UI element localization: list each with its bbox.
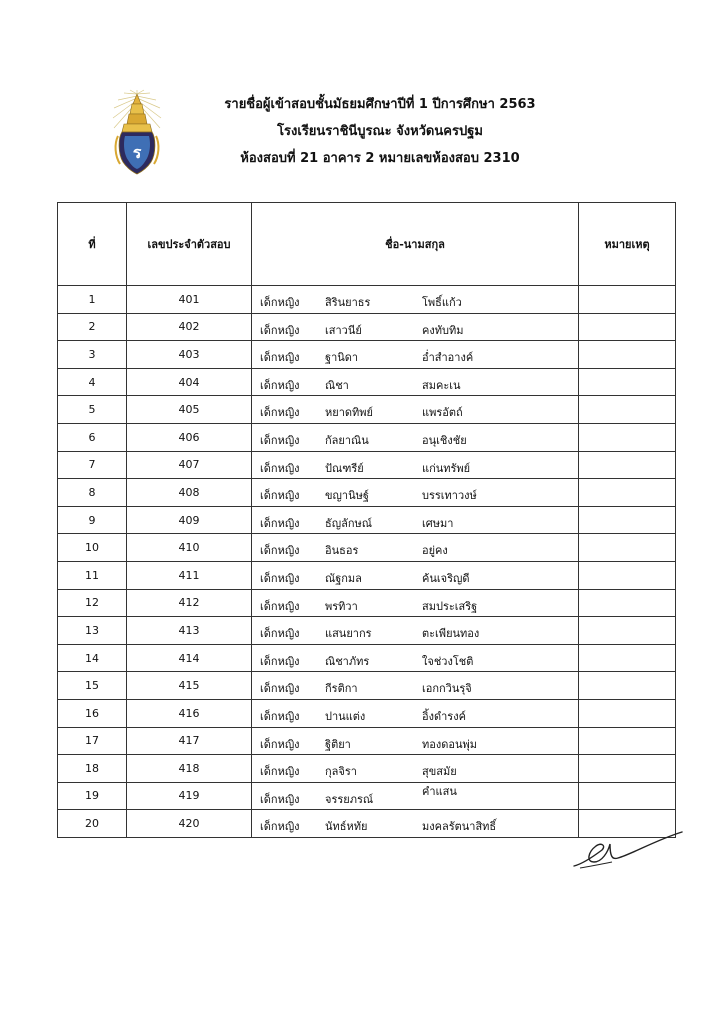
name-prefix: เด็กหญิง [260,765,300,779]
header-no: ที่ [58,203,127,286]
row-remark [579,451,676,479]
table-row [58,423,676,451]
table-row [58,699,676,727]
table-row [58,341,676,369]
row-number: 8 [58,479,127,507]
first-name: เสาวนีย์ [325,323,362,337]
row-remark [579,534,676,562]
first-name: ฐานิดา [325,351,359,365]
row-remark [579,368,676,396]
examinee-table [57,202,676,838]
row-exam-id: 416 [127,699,252,727]
row-name [252,782,579,810]
row-remark [579,727,676,755]
row-number: 19 [58,782,127,810]
name-prefix: เด็กหญิง [260,489,300,503]
row-number: 9 [58,506,127,534]
table-row [58,534,676,562]
row-number: 14 [58,644,127,672]
name-prefix: เด็กหญิง [260,516,300,530]
row-name [252,617,579,645]
last-name: โพธิ์แก้ว [422,296,462,309]
row-number: 1 [58,286,127,314]
name-prefix: เด็กหญิง [260,709,300,723]
first-name: กัลยาณิน [325,433,369,447]
last-name: สุขสมัย [422,765,457,779]
row-number: 13 [58,617,127,645]
row-name [252,727,579,755]
first-name: ปัณฑรีย์ [325,461,364,475]
first-name: ณิชา [325,378,349,392]
row-name [252,313,579,341]
name-prefix: เด็กหญิง [260,571,300,585]
row-exam-id: 413 [127,617,252,645]
row-number: 4 [58,368,127,396]
last-name: ค้นเจริญดี [422,571,470,585]
name-prefix: เด็กหญิง [260,627,300,641]
row-remark [579,423,676,451]
row-number: 16 [58,699,127,727]
table-row [58,368,676,396]
row-exam-id: 408 [127,479,252,507]
table-row [58,506,676,534]
first-name: หยาดทิพย์ [325,406,373,420]
first-name: จรรยภรณ์ [325,792,374,806]
table-row [58,672,676,700]
header-school: โรงเรียนราชินีบูรณะ จังหวัดนครปฐม [277,124,483,139]
name-prefix: เด็กหญิง [260,378,300,392]
row-exam-id: 406 [127,423,252,451]
row-number: 3 [58,341,127,369]
row-exam-id: 415 [127,672,252,700]
row-exam-id: 405 [127,396,252,424]
row-number: 2 [58,313,127,341]
last-name: อนุเชิงชัย [422,433,467,447]
last-name: แก่นทรัพย์ [422,461,471,475]
row-remark [579,341,676,369]
row-exam-id: 402 [127,313,252,341]
row-name [252,561,579,589]
row-remark [579,286,676,314]
header-exam-id: เลขประจำตัวสอบ [127,203,252,286]
name-prefix: เด็กหญิง [260,406,300,420]
first-name: แสนยากร [325,627,372,641]
row-remark [579,644,676,672]
first-name: นัทธ์หทัย [325,820,368,834]
row-name [252,506,579,534]
first-name: ณิชาภัทร [325,654,370,668]
last-name: สมประเสริฐ [422,599,478,613]
first-name: ขญานิษฐ์ [325,489,369,503]
row-name [252,534,579,562]
first-name: ธัญลักษณ์ [325,516,372,530]
name-prefix: เด็กหญิง [260,820,300,834]
table-row [58,617,676,645]
last-name: ใจช่วงโชติ [422,654,474,668]
row-exam-id: 420 [127,810,252,838]
row-number: 11 [58,561,127,589]
row-remark [579,396,676,424]
last-name: อิ้งดำรงค์ [422,709,466,723]
header-title: รายชื่อผู้เข้าสอบชั้นมัธยมศึกษาปีที่ 1 ปีการศึกษา 2563 [224,97,536,112]
name-prefix: เด็กหญิง [260,461,300,475]
name-prefix: เด็กหญิง [260,654,300,668]
first-name: ปานแต่ง [325,709,366,723]
first-name: กีรติกา [325,682,358,696]
last-name: มงคลรัตนาสิทธิ์ [422,820,497,834]
header-remark: หมายเหตุ [579,203,676,286]
last-name: ทองดอนพุ่ม [422,737,477,751]
row-name [252,589,579,617]
first-name: ณัฐกมล [325,571,362,585]
row-exam-id: 404 [127,368,252,396]
row-name [252,368,579,396]
last-name: คำแสน [422,784,457,798]
header-exam-room: ห้องสอบที่ 21 อาคาร 2 หมายเลขห้องสอบ 2310 [240,151,520,166]
name-prefix: เด็กหญิง [260,599,300,613]
first-name: พรทิวา [325,599,358,613]
row-remark [579,672,676,700]
row-number: 20 [58,810,127,838]
row-name [252,451,579,479]
row-number: 18 [58,755,127,783]
row-number: 10 [58,534,127,562]
row-exam-id: 414 [127,644,252,672]
first-name: กุลจิรา [325,765,357,779]
school-crest-logo [112,88,162,176]
signature [572,826,684,872]
table-row [58,313,676,341]
last-name: อ่ำสำอางค์ [422,351,474,365]
table-row [58,561,676,589]
row-exam-id: 419 [127,782,252,810]
row-remark [579,506,676,534]
row-name [252,341,579,369]
name-prefix: เด็กหญิง [260,737,300,751]
row-name [252,755,579,783]
name-prefix: เด็กหญิง [260,682,300,696]
first-name: อินธอร [325,544,359,558]
table-body [58,286,676,838]
last-name: เศษมา [422,516,454,530]
row-exam-id: 410 [127,534,252,562]
row-number: 5 [58,396,127,424]
row-number: 12 [58,589,127,617]
row-number: 17 [58,727,127,755]
table-header-row [58,203,676,286]
row-exam-id: 403 [127,341,252,369]
name-prefix: เด็กหญิง [260,544,300,558]
row-number: 15 [58,672,127,700]
row-name [252,672,579,700]
name-prefix: เด็กหญิง [260,323,300,337]
row-remark [579,589,676,617]
row-name [252,479,579,507]
row-name [252,699,579,727]
table-row [58,782,676,810]
last-name: แพรอัตถ์ [422,406,463,420]
row-number: 6 [58,423,127,451]
table-row [58,451,676,479]
row-name [252,286,579,314]
table-row [58,755,676,783]
last-name: คงทับทิม [422,323,464,337]
last-name: อยู่คง [422,544,448,558]
last-name: เอกกวินรุจิ [422,682,472,696]
first-name: สิรินยาธร [325,296,371,309]
table-row [58,479,676,507]
row-exam-id: 409 [127,506,252,534]
row-exam-id: 411 [127,561,252,589]
row-remark [579,479,676,507]
row-remark [579,617,676,645]
row-exam-id: 401 [127,286,252,314]
header-name: ชื่อ-นามสกุล [252,203,579,286]
svg-text:ร: ร [132,143,142,162]
last-name: ตะเพียนทอง [422,627,480,641]
table-row [58,396,676,424]
row-number: 7 [58,451,127,479]
row-name [252,396,579,424]
row-exam-id: 418 [127,755,252,783]
last-name: บรรเทาวงษ์ [422,489,477,503]
table-row [58,589,676,617]
last-name: สมคะเน [422,378,461,392]
name-prefix: เด็กหญิง [260,792,300,806]
name-prefix: เด็กหญิง [260,296,300,309]
row-exam-id: 417 [127,727,252,755]
row-remark [579,699,676,727]
table-row [58,727,676,755]
row-remark [579,782,676,810]
row-name [252,423,579,451]
row-name [252,644,579,672]
table-row [58,644,676,672]
row-remark [579,755,676,783]
row-remark [579,313,676,341]
name-prefix: เด็กหญิง [260,433,300,447]
row-exam-id: 412 [127,589,252,617]
row-name [252,810,579,838]
table-row [58,286,676,314]
row-exam-id: 407 [127,451,252,479]
name-prefix: เด็กหญิง [260,351,300,365]
row-remark [579,561,676,589]
first-name: ฐิติยา [325,737,351,751]
